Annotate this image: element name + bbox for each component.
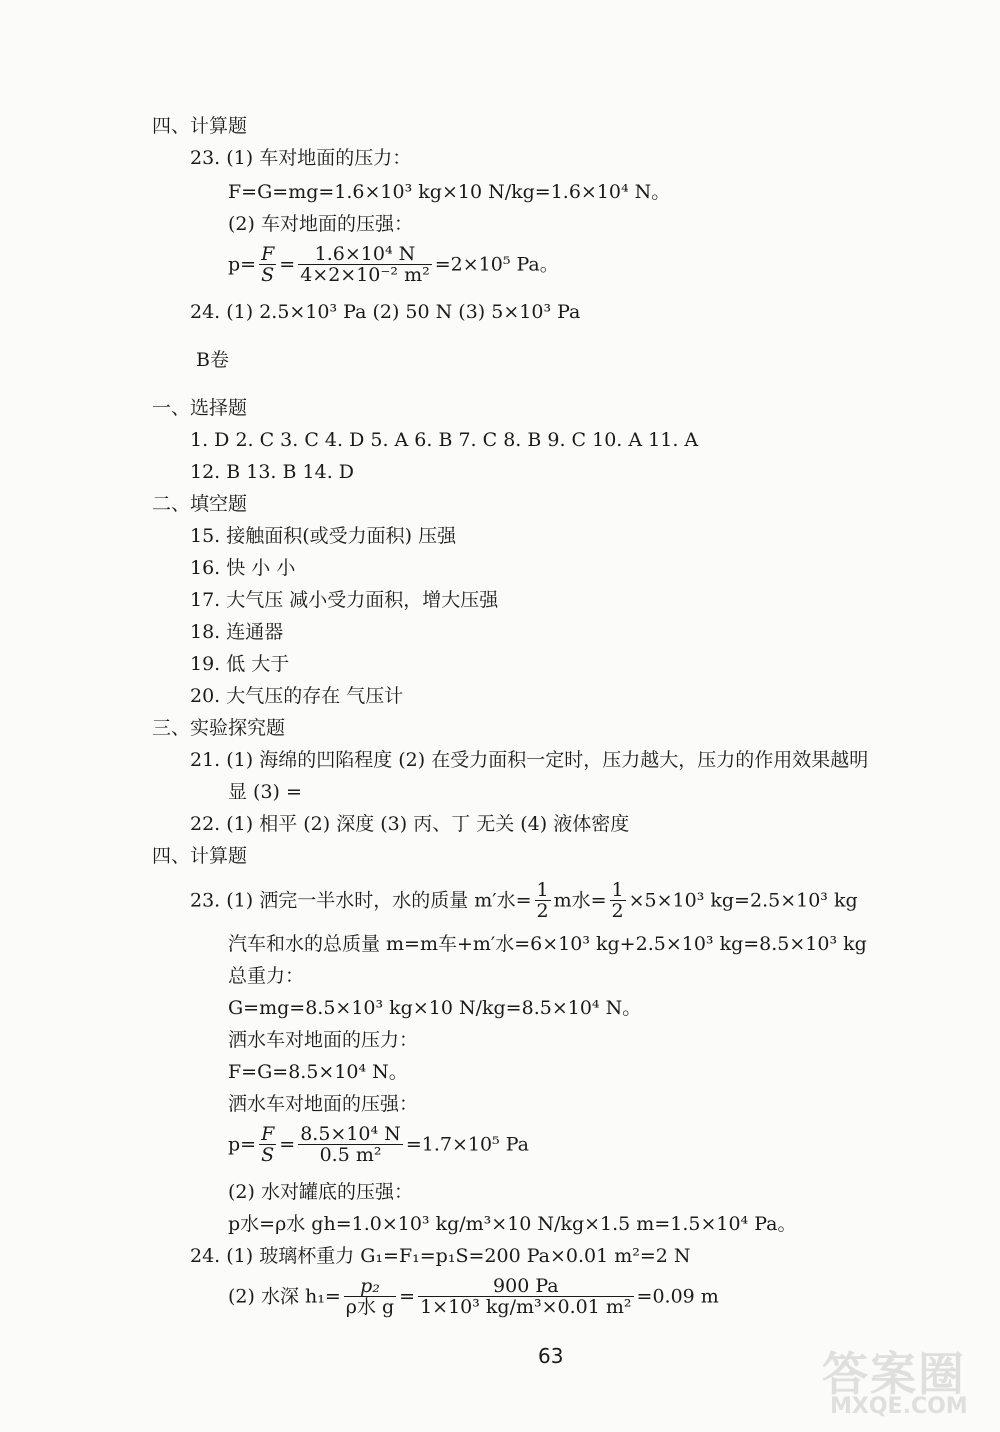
fraction-pressure-values: $\frac{\text{8.5×10⁴ N}}{\text{0.5 m²}}$ <box>300 1123 401 1166</box>
q23-weight-formula: G=mg=8.5×10³ kg×10 N/kg=8.5×10⁴ N。 <box>228 997 642 1019</box>
q24-part2: (2) 水深 h₁= $\frac{\text{p₂}}{\text{ρ水 g}}$ = $\frac{900 Pa}{\text{1×10³ kg/m³×0.01 m²}}$ =0.09 m <box>228 1275 719 1318</box>
q17-answer: 17. 大气压 减小受力面积，增大压强 <box>190 589 499 611</box>
q23-part1-formula-a: F=G=mg=1.6×10³ kg×10 N/kg=1.6×10⁴ N。 <box>228 181 671 203</box>
q23-part2-label-b: (2) 水对罐底的压强： <box>228 1181 413 1203</box>
q18-answer: 18. 连通器 <box>190 621 284 643</box>
q22-answer: 22. (1) 相平 (2) 深度 (3) 丙、丁 无关 (4) 液体密度 <box>190 813 630 835</box>
q19-answer: 19. 低 大于 <box>190 653 290 675</box>
q23-force-label: 洒水车对地面的压力： <box>228 1029 419 1051</box>
choice-answers-line2: 12. B 13. B 14. D <box>190 461 355 483</box>
q21-answer-line1: 21. (1) 海绵的凹陷程度 (2) 在受力面积一定时，压力越大，压力的作用效果越明 <box>190 749 869 771</box>
q20-answer: 20. 大气压的存在 气压计 <box>190 685 404 707</box>
q16-answer: 16. 快 小 小 <box>190 557 296 579</box>
fraction-half-1: $\frac{1}{2}$ <box>536 879 549 922</box>
formula-lhs: p= <box>228 253 257 276</box>
q23-part1-label-a: 23. (1) 车对地面的压力： <box>190 147 412 169</box>
q23-weight-label: 总重力： <box>228 965 305 987</box>
q15-answer: 15. 接触面积(或受力面积) 压强 <box>190 525 457 547</box>
q24-answers-a: 24. (1) 2.5×10³ Pa (2) 50 N (3) 5×10³ Pa <box>190 301 581 323</box>
part-b-title: B卷 <box>196 349 229 371</box>
section-title-experiment: 三、实验探究题 <box>152 717 286 739</box>
q23-part2-label-a: (2) 车对地面的压强： <box>228 213 413 235</box>
fraction-p-over-rho-g: $\frac{\text{p₂}}{\text{ρ水 g}}$ <box>345 1275 395 1318</box>
fraction-half-2: $\frac{1}{2}$ <box>611 879 624 922</box>
q23-pressure-label: 洒水车对地面的压强： <box>228 1093 419 1115</box>
q23-part1-mass: 23. (1) 洒完一半水时，水的质量 m′水= $\frac{1}{2}$ m水= $\frac{1}{2}$ ×5×10³ kg=2.5×10³ kg <box>190 879 858 922</box>
watermark-logo: 答案圈 MXQE.COM <box>822 1347 968 1419</box>
formula-result: =2×10⁵ Pa。 <box>434 253 559 276</box>
q24-part1: 24. (1) 玻璃杯重力 G₁=F₁=p₁S=200 Pa×0.01 m²=2 N <box>190 1245 691 1267</box>
fraction-depth-values: $\frac{900 Pa}{\text{1×10³ kg/m³×0.01 m²}}$ <box>420 1275 632 1318</box>
q23-part2-formula-b: p水=ρ水 gh=1.0×10³ kg/m³×10 N/kg×1.5 m=1.5×10⁴ Pa。 <box>228 1213 797 1235</box>
page-number: 63 <box>538 1344 564 1368</box>
q23-pressure-formula: p= $\frac{F}{S}$ = $\frac{\text{8.5×10⁴ N}}{\text{0.5 m²}}$ =1.7×10⁵ Pa <box>228 1123 529 1166</box>
section-title-fill: 二、填空题 <box>152 493 248 515</box>
q23-force-formula: F=G=8.5×10⁴ N。 <box>228 1061 408 1083</box>
fraction-f-over-s: $\frac{F}{S}$ <box>261 243 275 286</box>
q23-part2-formula-a: p= $\frac{F}{S}$ = $\frac{\text{1.6×10⁴ N}}{\text{4×2×10⁻² m²}}$ =2×10⁵ Pa。 <box>228 243 559 286</box>
section-title-calculation-a: 四、计算题 <box>152 115 248 137</box>
fraction-values: $\frac{\text{1.6×10⁴ N}}{\text{4×2×10⁻² m²}}$ <box>300 243 430 286</box>
section-title-choice: 一、选择题 <box>152 397 248 419</box>
q23-total-mass: 汽车和水的总质量 m=m车+m′水=6×10³ kg+2.5×10³ kg=8.5×10³ kg <box>228 933 867 955</box>
section-title-calculation-b: 四、计算题 <box>152 845 248 867</box>
fraction-f-over-s-b: $\frac{F}{S}$ <box>261 1123 275 1166</box>
choice-answers-line1: 1. D 2. C 3. C 4. D 5. A 6. B 7. C 8. B 9. C 10. A 11. A <box>190 429 699 451</box>
q21-answer-line2: 显 (3) = <box>228 781 302 803</box>
